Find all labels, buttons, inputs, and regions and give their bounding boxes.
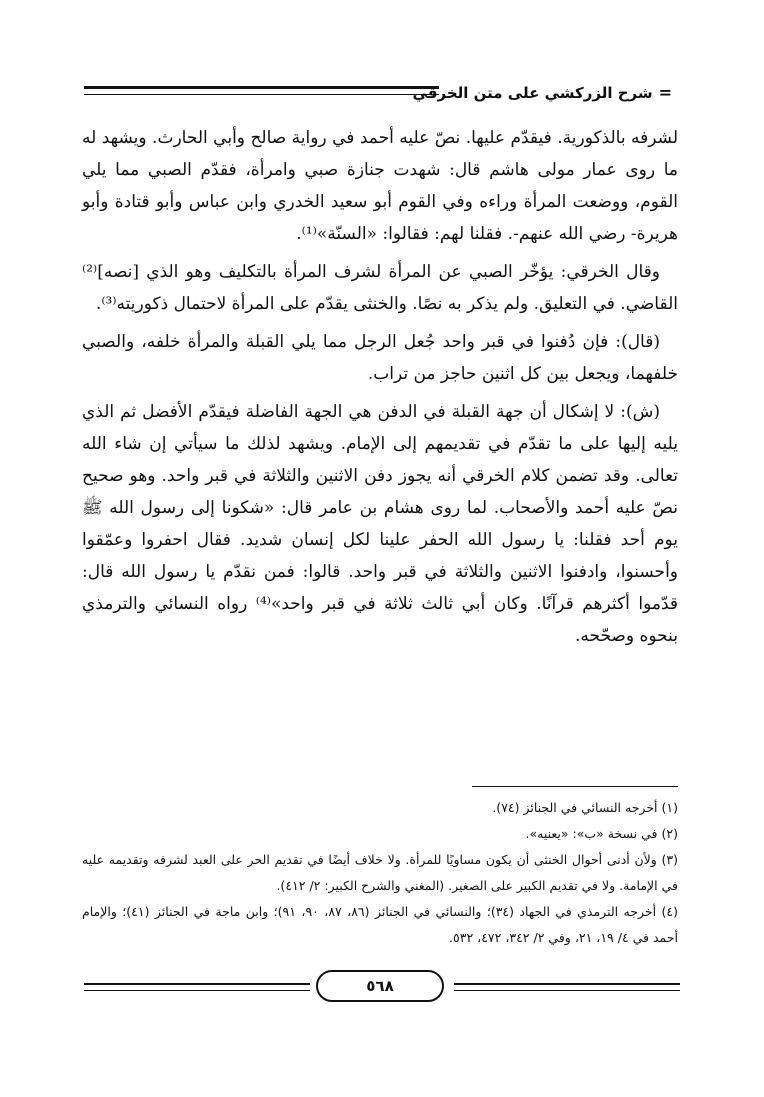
paragraph: (قال): فإن دُفنوا في قبر واحد جُعل الرجل مما يلي القبلة والمرأة خلفه، والصبي خلفهما، ويجعل بين كل اثنين حاجز من تراب. [82,332,678,384]
header-mark: = [658,83,672,102]
footnote: (٤) أخرجه الترمذي في الجهاد (٣٤)؛ والنسائي في الجنائز (٨٦، ٨٧، ٩٠، ٩١)؛ وابن ماجة في الجنائز (٤١)؛ والإمام أحمد في ٤/ ١٩، ٢١، وفي ٢/ ٣٤٢، ٤٧٢، ٥٣٢. [82,904,678,945]
paragraph: (ش): لا إشكال أن جهة القبلة في الدفن هي الجهة الفاضلة فيقدّم الأفضل ثم الذي يليه إليها على ما تقدّم في تقديمهم إلى الإمام. ويشهد لذلك ما سيأتي إن شاء الله تعالى. وقد تضمن كلام الخرقي أنه يجوز دفن الاثنين والثلاثة في قبر واحد. وهو صحيح نصّ عليه أحمد والأصحاب. لما روى هشام بن عامر قال: «شكونا إلى رسول الله ﷺ يوم أحد فقلنا: يا رسول الله الحفر علينا لكل إنسان شديد. فقال احفروا وعمّقوا وأحسنوا، وادفنوا الاثنين والثلاثة في قبر واحد. قالوا: فمن نقدّم يا رسول الله قال: قدّموا أكثرهم قرآنًا. وكان أبي ثالث ثلاثة في قبر واحد»⁽⁴⁾ رواه النسائي والترمذي بنحوه وصحّحه. [82,402,679,646]
footnote: (٣) ولأن أدنى أحوال الخنثى أن يكون مساويًا للمرأة. ولا خلاف أيضًا في تقديم الحر على العبد لشرفه وتقديمه عليه في الإمامة. ولا في تقديم الكبير على الصغير. (المغني والشرح الكبير: ٢/ ٤١٢). [82,852,678,893]
footnotes [82,795,678,951]
page-number [316,970,444,1002]
footnote: (٢) في نسخة «ب»: «يعنيه». [525,826,678,841]
page-number-text: ٥٦٨ [366,977,394,995]
main-text [82,122,678,658]
paragraph: وقال الخرقي: يؤخّر الصبي عن المرأة لشرف المرأة بالتكليف وهو الذي [نصه]⁽²⁾ القاضي. في التعليق. ولم يذكر به نصًا. والخنثى يقدّم على المرأة لاحتمال ذكوريته⁽³⁾. [82,262,678,314]
page-number-rule-right [454,983,680,991]
paragraph: لشرفه بالذكورية. فيقدّم عليها. نصّ عليه أحمد في رواية صالح وأبي الحارث. ويشهد له ما روى عمار مولى هاشم قال: شهدت جنازة صبي وامرأة، فقدّم الصبي مما يلي القوم، ووضعت المرأة وراءه وفي القوم أبو سعيد الخدري وابن عباس وأبو قتادة وأبو هريرة- رضي الله عنهم-. فقلنا لهم: فقالوا: «السنّة»⁽¹⁾. [82,128,678,244]
footnote-separator [472,786,678,787]
footnote: (١) أخرجه النسائي في الجنائز (٧٤). [492,800,678,815]
page-number-rule-left [84,983,310,991]
header-title: شرح الزركشي على متن الخرقي [412,84,653,102]
running-header [413,80,672,106]
header-rule [84,86,439,95]
